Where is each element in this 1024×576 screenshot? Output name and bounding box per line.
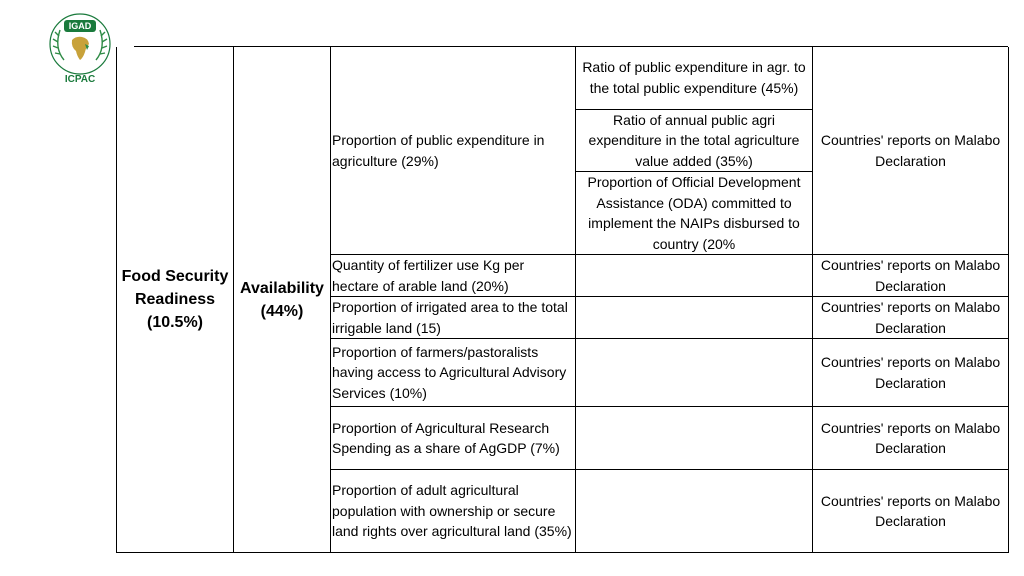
source-cell: Countries' reports on Malabo Declaration [813, 339, 1009, 407]
source-cell: Countries' reports on Malabo Declaration [813, 297, 1009, 339]
sub-indicator-cell: Ratio of public expenditure in agr. to the total public expenditure (45%) [576, 47, 813, 109]
source-cell: Countries' reports on Malabo Declaration [813, 407, 1009, 470]
sub-indicator-cell: Ratio of annual public agri expenditure in the total agriculture value added (35%) [576, 109, 813, 172]
source-cell: Countries' reports on Malabo Declaration [813, 47, 1009, 255]
table-row [117, 47, 1009, 109]
dimension-cell: Food Security Readiness (10.5%) [117, 47, 234, 553]
indicator-cell: Proportion of adult agricultural population with ownership or secure land rights over agricultural land (35%) [331, 470, 576, 553]
indicator-cell: Proportion of irrigated area to the total irrigable land (15) [331, 297, 576, 339]
igad-emblem [42, 10, 118, 86]
logo-name: IGAD [68, 21, 92, 31]
source-cell: Countries' reports on Malabo Declaration [813, 255, 1009, 297]
sub-indicator-cell [576, 407, 813, 470]
indicator-cell: Proportion of farmers/pastoralists having access to Agricultural Advisory Services (10%) [331, 339, 576, 407]
sub-indicator-cell [576, 297, 813, 339]
sub-indicator-cell: Proportion of Official Development Assistance (ODA) committed to implement the NAIPs disbursed to country (20% [576, 172, 813, 255]
indicator-cell: Quantity of fertilizer use Kg per hectare of arable land (20%) [331, 255, 576, 297]
source-cell: Countries' reports on Malabo Declaration [813, 470, 1009, 553]
logo-subtitle: ICPAC [64, 74, 96, 85]
sub-indicator-cell [576, 470, 813, 553]
igad-icpac-logo [42, 10, 118, 86]
sub-indicator-cell [576, 339, 813, 407]
indicator-cell: Proportion of public expenditure in agriculture (29%) [331, 47, 576, 255]
sub-dimension-cell: Availability (44%) [234, 47, 331, 553]
indicator-cell: Proportion of Agricultural Research Spending as a share of AgGDP (7%) [331, 407, 576, 470]
indicator-table [116, 47, 1009, 553]
sub-indicator-cell [576, 255, 813, 297]
